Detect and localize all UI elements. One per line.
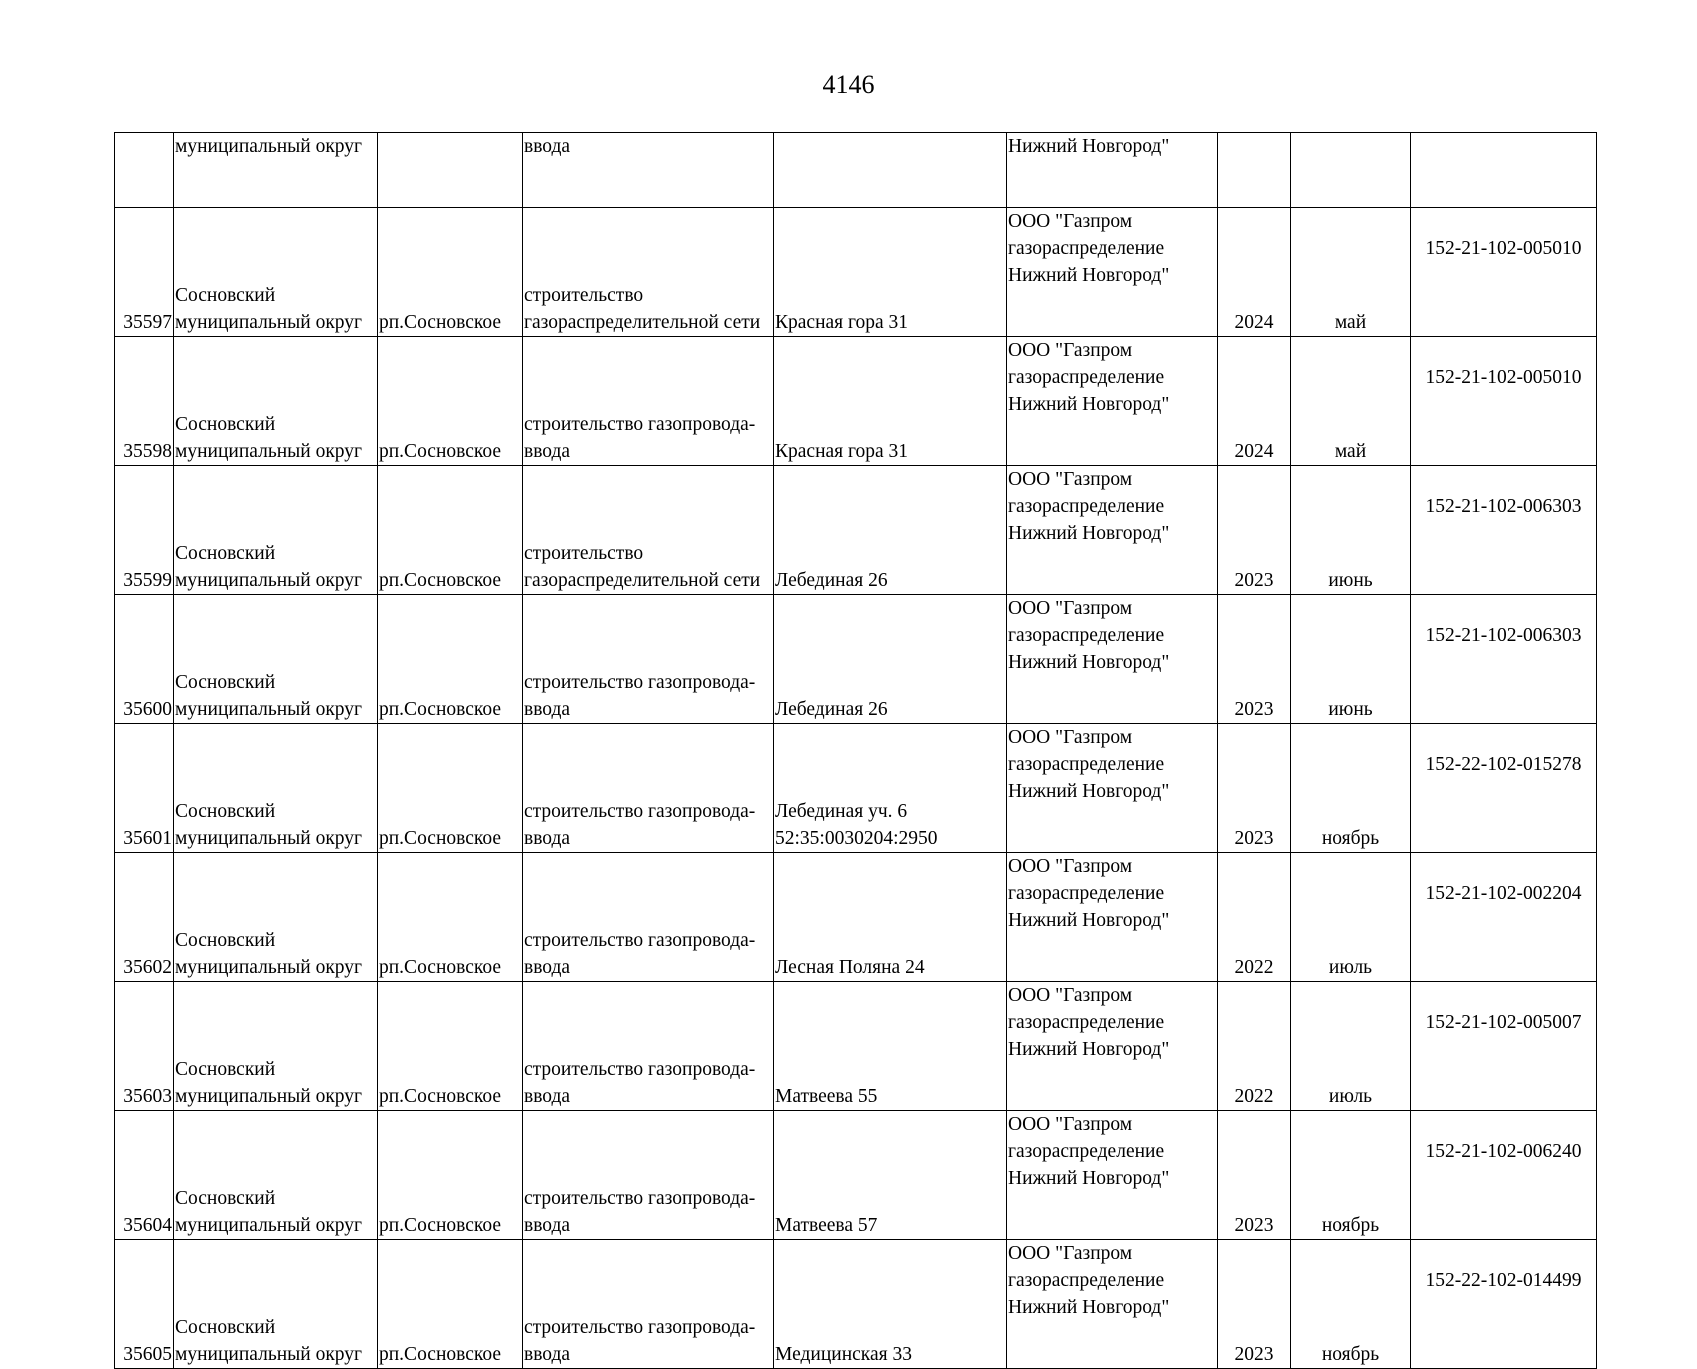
cell-month: май — [1291, 208, 1411, 337]
cell-work-type: строительство газопровода- ввода — [523, 853, 774, 982]
cell-address: Матвеева 55 — [774, 982, 1007, 1111]
cell-district: муниципальный округ — [174, 133, 378, 208]
cell-code: 152-21-102-005010 — [1411, 337, 1597, 466]
cell-address: Матвеева 57 — [774, 1111, 1007, 1240]
cell-month: июль — [1291, 982, 1411, 1111]
cell-code — [1411, 133, 1597, 208]
cell-year — [1218, 133, 1291, 208]
cell-work-type: ввода — [523, 133, 774, 208]
cell-year: 2023 — [1218, 724, 1291, 853]
cell-district: Сосновский муниципальный округ — [174, 853, 378, 982]
cell-settlement: рп.Сосновское — [378, 1240, 523, 1369]
cell-work-type: строительство газопровода- ввода — [523, 724, 774, 853]
cell-address — [774, 133, 1007, 208]
cell-code: 152-21-102-005010 — [1411, 208, 1597, 337]
cell-settlement: рп.Сосновское — [378, 853, 523, 982]
register-table — [114, 132, 1597, 1369]
cell-year: 2022 — [1218, 982, 1291, 1111]
cell-address: Медицинская 33 — [774, 1240, 1007, 1369]
cell-number: 35602 — [115, 853, 174, 982]
cell-year: 2022 — [1218, 853, 1291, 982]
cell-year: 2023 — [1218, 595, 1291, 724]
cell-work-type: строительство газопровода- ввода — [523, 337, 774, 466]
cell-organization: ООО "Газпром газораспределение Нижний Новгород" — [1007, 208, 1218, 337]
cell-month: ноябрь — [1291, 724, 1411, 853]
cell-number: 35597 — [115, 208, 174, 337]
cell-month — [1291, 133, 1411, 208]
cell-address: Красная гора 31 — [774, 337, 1007, 466]
cell-address: Лебединая 26 — [774, 595, 1007, 724]
cell-code: 152-21-102-005007 — [1411, 982, 1597, 1111]
cell-month: май — [1291, 337, 1411, 466]
cell-number: 35601 — [115, 724, 174, 853]
cell-code: 152-21-102-006240 — [1411, 1111, 1597, 1240]
table-row — [115, 466, 1597, 595]
table-row — [115, 337, 1597, 466]
cell-year: 2023 — [1218, 466, 1291, 595]
cell-organization: ООО "Газпром газораспределение Нижний Новгород" — [1007, 595, 1218, 724]
cell-settlement: рп.Сосновское — [378, 595, 523, 724]
cell-district: Сосновский муниципальный округ — [174, 982, 378, 1111]
cell-settlement — [378, 133, 523, 208]
cell-number: 35598 — [115, 337, 174, 466]
cell-address: Красная гора 31 — [774, 208, 1007, 337]
table-row — [115, 724, 1597, 853]
cell-number: 35599 — [115, 466, 174, 595]
cell-address: Лебединая 26 — [774, 466, 1007, 595]
cell-code: 152-21-102-006303 — [1411, 466, 1597, 595]
cell-month: ноябрь — [1291, 1111, 1411, 1240]
table-row — [115, 1111, 1597, 1240]
cell-month: июнь — [1291, 595, 1411, 724]
table-row — [115, 1240, 1597, 1369]
page-number: 4146 — [822, 70, 875, 99]
cell-year: 2023 — [1218, 1111, 1291, 1240]
cell-number — [115, 133, 174, 208]
table-row — [115, 982, 1597, 1111]
cell-organization: ООО "Газпром газораспределение Нижний Новгород" — [1007, 982, 1218, 1111]
cell-district: Сосновский муниципальный округ — [174, 1111, 378, 1240]
cell-settlement: рп.Сосновское — [378, 982, 523, 1111]
cell-work-type: строительство газопровода- ввода — [523, 1240, 774, 1369]
cell-district: Сосновский муниципальный округ — [174, 724, 378, 853]
cell-district: Сосновский муниципальный округ — [174, 208, 378, 337]
cell-organization: ООО "Газпром газораспределение Нижний Новгород" — [1007, 853, 1218, 982]
cell-organization: ООО "Газпром газораспределение Нижний Новгород" — [1007, 466, 1218, 595]
cell-organization: Нижний Новгород" — [1007, 133, 1218, 208]
table-row — [115, 595, 1597, 724]
cell-organization: ООО "Газпром газораспределение Нижний Новгород" — [1007, 724, 1218, 853]
cell-organization: ООО "Газпром газораспределение Нижний Новгород" — [1007, 1240, 1218, 1369]
cell-code: 152-22-102-015278 — [1411, 724, 1597, 853]
cell-organization: ООО "Газпром газораспределение Нижний Новгород" — [1007, 337, 1218, 466]
cell-work-type: строительство газопровода- ввода — [523, 595, 774, 724]
cell-month: июль — [1291, 853, 1411, 982]
cell-settlement: рп.Сосновское — [378, 724, 523, 853]
cell-settlement: рп.Сосновское — [378, 337, 523, 466]
cell-address: Лесная Поляна 24 — [774, 853, 1007, 982]
cell-settlement: рп.Сосновское — [378, 208, 523, 337]
cell-year: 2024 — [1218, 337, 1291, 466]
cell-code: 152-21-102-006303 — [1411, 595, 1597, 724]
cell-year: 2023 — [1218, 1240, 1291, 1369]
cell-work-type: строительство газопровода- ввода — [523, 1111, 774, 1240]
cell-code: 152-22-102-014499 — [1411, 1240, 1597, 1369]
cell-address: Лебединая уч. 6 52:35:0030204:2950 — [774, 724, 1007, 853]
cell-work-type: строительство газораспределительной сети — [523, 466, 774, 595]
cell-district: Сосновский муниципальный округ — [174, 595, 378, 724]
cell-settlement: рп.Сосновское — [378, 466, 523, 595]
cell-year: 2024 — [1218, 208, 1291, 337]
cell-district: Сосновский муниципальный округ — [174, 466, 378, 595]
cell-number: 35600 — [115, 595, 174, 724]
cell-month: июнь — [1291, 466, 1411, 595]
table-row — [115, 853, 1597, 982]
cell-work-type: строительство газопровода- ввода — [523, 982, 774, 1111]
cell-district: Сосновский муниципальный округ — [174, 1240, 378, 1369]
table-row-continued — [115, 133, 1597, 208]
cell-number: 35605 — [115, 1240, 174, 1369]
cell-organization: ООО "Газпром газораспределение Нижний Новгород" — [1007, 1111, 1218, 1240]
cell-number: 35604 — [115, 1111, 174, 1240]
cell-month: ноябрь — [1291, 1240, 1411, 1369]
cell-settlement: рп.Сосновское — [378, 1111, 523, 1240]
table-row — [115, 208, 1597, 337]
cell-work-type: строительство газораспределительной сети — [523, 208, 774, 337]
cell-number: 35603 — [115, 982, 174, 1111]
cell-code: 152-21-102-002204 — [1411, 853, 1597, 982]
cell-district: Сосновский муниципальный округ — [174, 337, 378, 466]
